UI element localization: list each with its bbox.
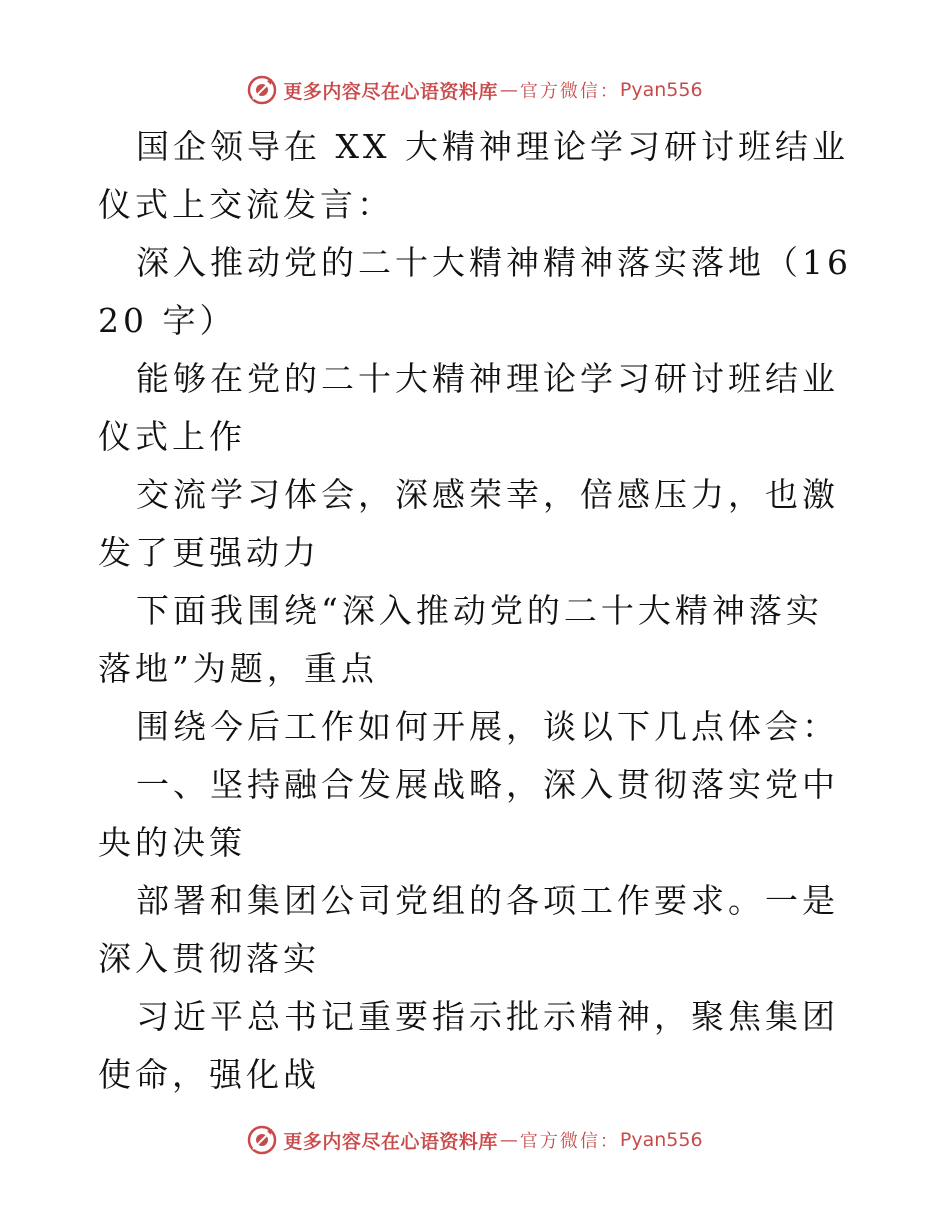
paragraph: 下面我围绕“深入推动党的二十大精神落实落地”为题，重点: [98, 591, 823, 688]
footer-watermark: [0, 1120, 950, 1160]
footer-brand-text: 更多内容尽在心语资料库: [283, 1130, 498, 1153]
paragraph: 习近平总书记重要指示批示精神，聚焦集团使命，强化战: [98, 997, 839, 1094]
header-wechat-id: Pyan556: [619, 79, 703, 101]
paragraph-title: 国企领导在 XX 大精神理论学习研讨班结业仪式上交流发言：: [98, 127, 849, 224]
paragraph-section-heading: 一、坚持融合发展战略，深入贯彻落实党中央的决策: [98, 765, 839, 862]
paragraph: 部署和集团公司党组的各项工作要求。一是深入贯彻落实: [98, 881, 839, 978]
paragraph: 能够在党的二十大精神理论学习研讨班结业仪式上作: [98, 359, 839, 456]
document-body: [98, 118, 858, 1104]
paragraph-subtitle: 深入推动党的二十大精神精神落实落地（1620 字）: [98, 243, 852, 340]
brand-logo-icon: [247, 75, 277, 105]
footer-wechat-label: 官方微信：: [519, 1131, 620, 1152]
paragraph: 围绕今后工作如何开展，谈以下几点体会：: [136, 707, 839, 746]
header-brand-text: 更多内容尽在心语资料库: [283, 80, 498, 103]
footer-separator: —: [499, 1129, 518, 1151]
footer-wechat-id: Pyan556: [619, 1129, 703, 1151]
paragraph: 交流学习体会，深感荣幸，倍感压力，也激发了更强动力: [98, 475, 839, 572]
header-wechat-label: 官方微信：: [519, 81, 620, 102]
brand-logo-icon: [247, 1125, 277, 1155]
header-separator: —: [499, 79, 518, 101]
header-watermark: [0, 70, 950, 110]
